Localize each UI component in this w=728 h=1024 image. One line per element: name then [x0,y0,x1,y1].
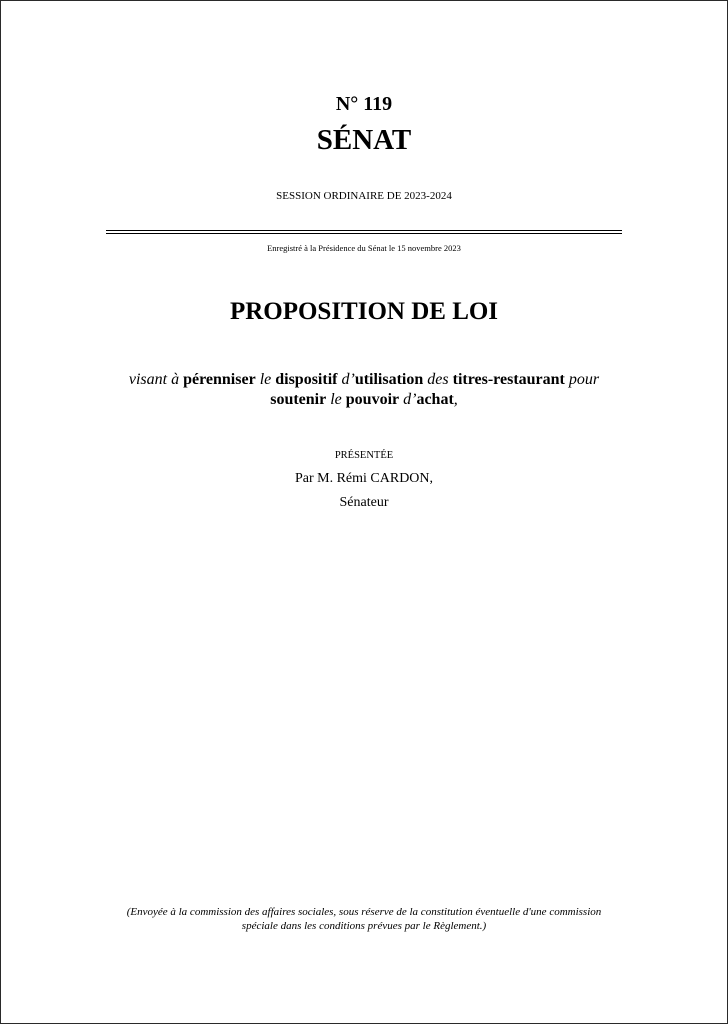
chamber-title: SÉNAT [316,124,412,156]
header-divider-bottom [106,233,622,234]
subject-segment: , [453,391,458,408]
subject-segment: pouvoir [345,391,400,408]
subject-segment: d’ [399,391,417,408]
subject-segment: le [255,371,276,388]
subject-segment: soutenir [270,391,327,408]
presented-label: PRÉSENTÉE [334,450,394,461]
subject-segment: pérenniser [183,371,256,388]
document-number: N° 119 [335,93,393,115]
commission-footnote [1,905,727,933]
subject-segment: des [423,371,453,388]
bill-subject [1,370,727,410]
footnote-line-2: spéciale dans les conditions prévues par le Règlement.) [241,920,487,932]
subject-segment: d’ [337,371,355,388]
subject-segment: utilisation [354,371,424,388]
subject-segment: dispositif [275,371,338,388]
subject-segment: titres-restaurant [452,371,565,388]
subject-segment: pour [564,371,600,388]
author-role: Sénateur [339,495,389,510]
session-label: SESSION ORDINAIRE DE 2023-2024 [276,190,452,202]
subject-segment: achat [416,391,454,408]
registration-date: Enregistré à la Présidence du Sénat le 15 novembre 2023 [267,243,461,253]
bill-subject-line-2 [1,390,727,410]
subject-segment: visant à [128,371,184,388]
footnote-line-1: (Envoyée à la commission des affaires sociales, sous réserve de la constitution éventuelle d'une commission [126,906,602,918]
bill-title: PROPOSITION DE LOI [229,298,499,325]
author-name: Par M. Rémi CARDON, [294,471,434,486]
subject-segment: le [326,391,346,408]
header-divider-top [106,230,622,231]
bill-subject-line-1 [1,370,727,390]
